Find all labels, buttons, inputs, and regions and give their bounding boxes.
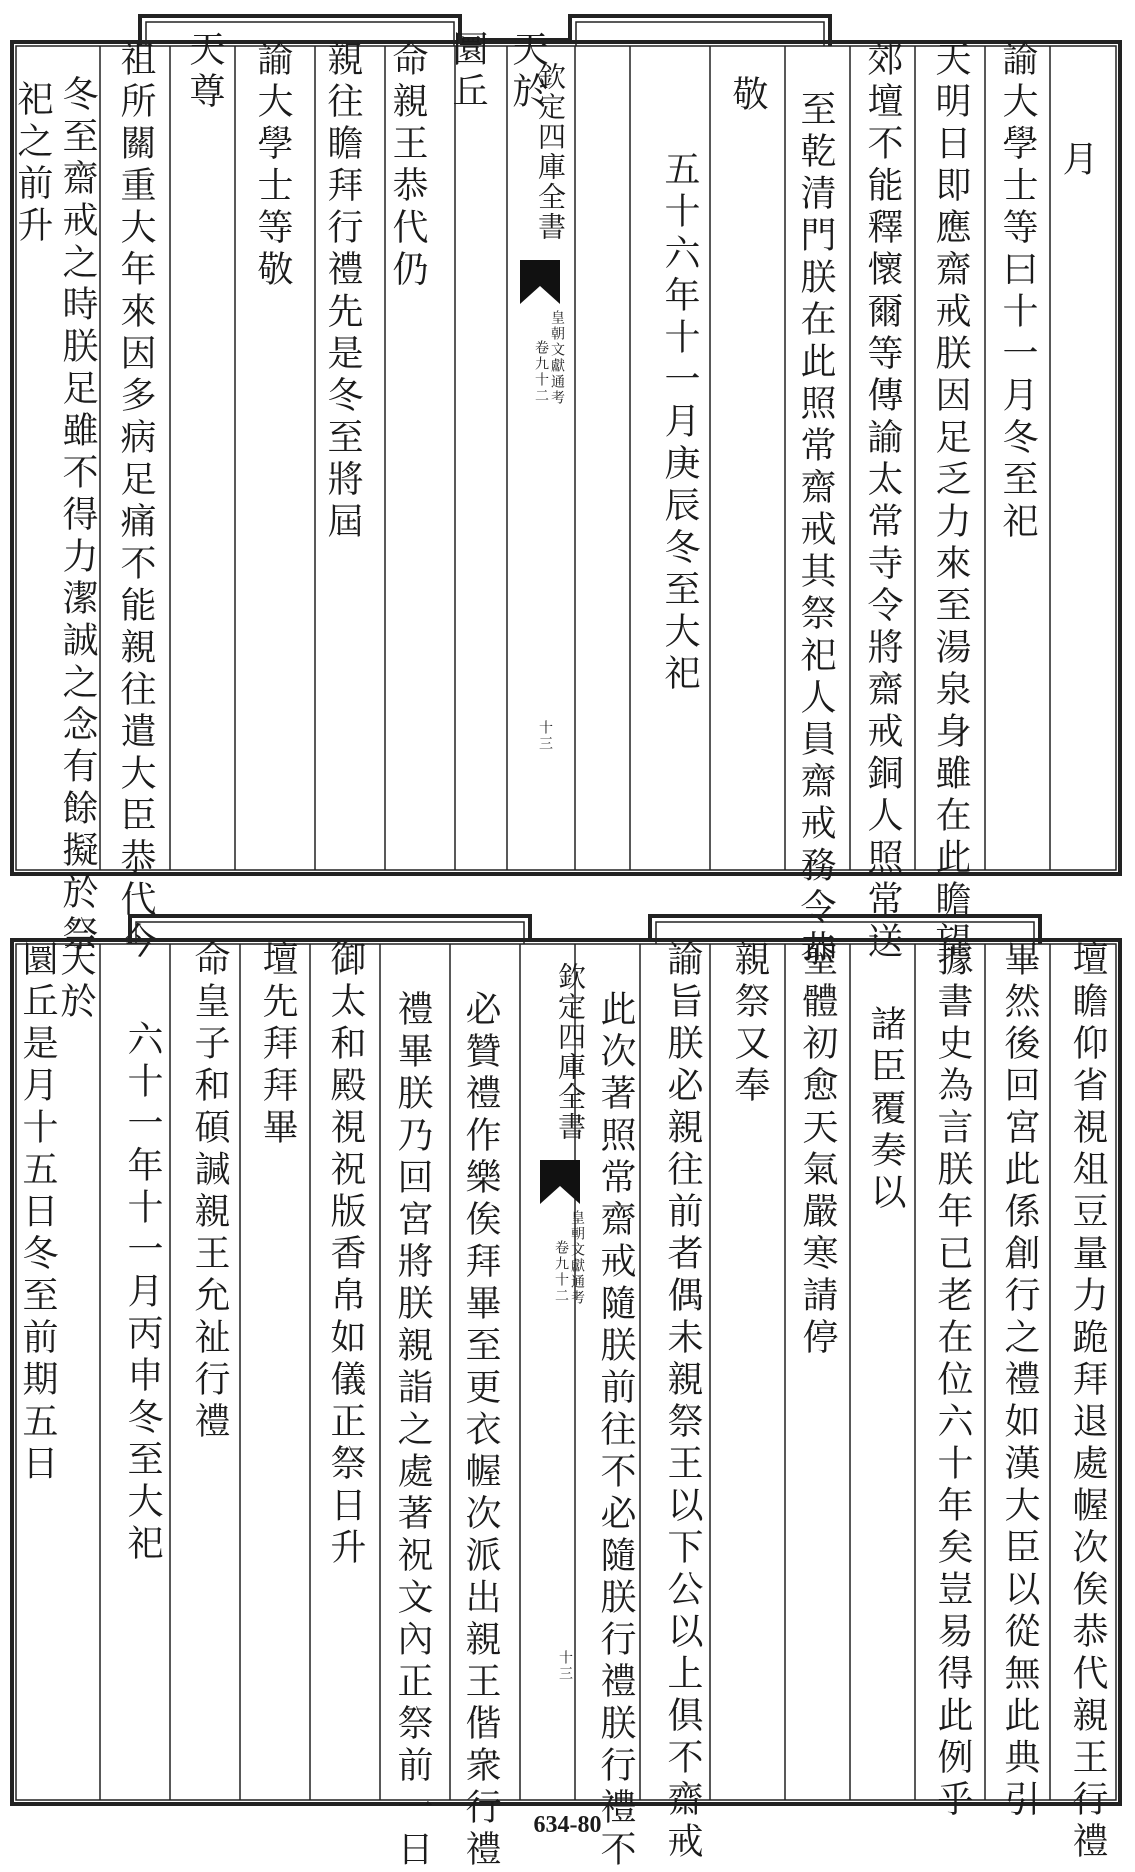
text-column: 諭大學士等敬 [252,40,293,292]
text-column: 命親王恭代仍 [387,40,428,292]
text-column: 畢然後回宮此係創行之禮如漢大臣以從無此典引 [999,940,1040,1822]
center-subtitle: 皇朝文獻通考 [549,310,565,406]
text-column: 諭旨朕必親往前者偶未親祭王以下公以上俱不齋戒 [662,940,703,1864]
text-column: 祖所關重大年來因多病足痛不能親往遣大臣恭代今 [115,40,156,964]
text-column: 壇瞻仰省視俎豆量力跪拜退處幄次俟恭代親王行禮 [1067,940,1108,1864]
text-column: 禮畢朕乃回宮將朕親詣之處著祝文內正祭前一日 [392,990,433,1872]
text-column: 天明日即應齋戒朕因足乏力來至湯泉身雖在此瞻望 [930,40,971,964]
fish-tail-mark [520,260,560,304]
center-title: 欽定四庫全書 [554,962,587,1142]
text-column: 冬至齋戒之時朕足雖不得力潔誠之念有餘擬於祭 [57,75,98,957]
text-column: 月 [1057,140,1098,182]
text-column: 壇先拜拜畢 [257,940,298,1150]
text-column: 圜丘是月十五日冬至前期五日 [17,940,58,1486]
center-volume: 卷九十二 [533,340,549,404]
text-column: 天於 [507,30,548,114]
text-column: 五十六年十一月庚辰冬至大祀 [659,150,700,696]
text-column: 郊壇不能釋懷爾等傳諭太常寺令將齋戒銅人照常送 [862,40,903,964]
text-column: 命皇子和碩諴親王允祉行禮 [189,940,230,1444]
text-column: 圜丘 [447,30,488,114]
page-number: 634-80 [533,1812,602,1838]
text-column: 敬 [727,75,768,117]
text-column: 必贊禮作樂俟拜畢至更衣幄次派出親王偕衆行禮 [460,990,501,1872]
text-column: 親祭又奉 [729,940,770,1108]
text-column: 諭大學士等曰十一月冬至祀 [997,40,1038,544]
text-column: 天於 [55,940,96,1024]
text-column: 聖體初愈天氣嚴寒請停 [797,940,838,1360]
text-column: 親往瞻拜行禮先是冬至將屆 [322,40,363,544]
upper-page [10,10,1123,972]
text-column: 至乾清門朕在此照常齋戒其祭祀人員齋戒務令恭 [795,90,836,972]
text-column: 此次著照常齋戒隨朕前往不必隨朕行禮朕行禮不 [595,990,636,1872]
text-column: 諸臣覆奏以 [865,1005,906,1215]
center-folio: 十三 [537,720,553,752]
text-column: 御太和殿視祝版香帛如儀正祭日升 [325,940,366,1570]
center-folio: 十三 [557,1650,573,1682]
text-column: 天尊 [184,30,225,114]
text-column: 據書史為言朕年已老在位六十年矣豈易得此例乎 [932,940,973,1822]
center-volume: 卷九十二 [553,1240,569,1304]
fish-tail-mark [540,1160,580,1204]
center-title: 欽定四庫全書 [534,62,567,242]
text-column: 祀之前升 [12,80,53,248]
center-subtitle: 皇朝文獻通考 [569,1210,585,1306]
text-column: 六十一年十一月丙申冬至大祀 [122,1020,163,1566]
